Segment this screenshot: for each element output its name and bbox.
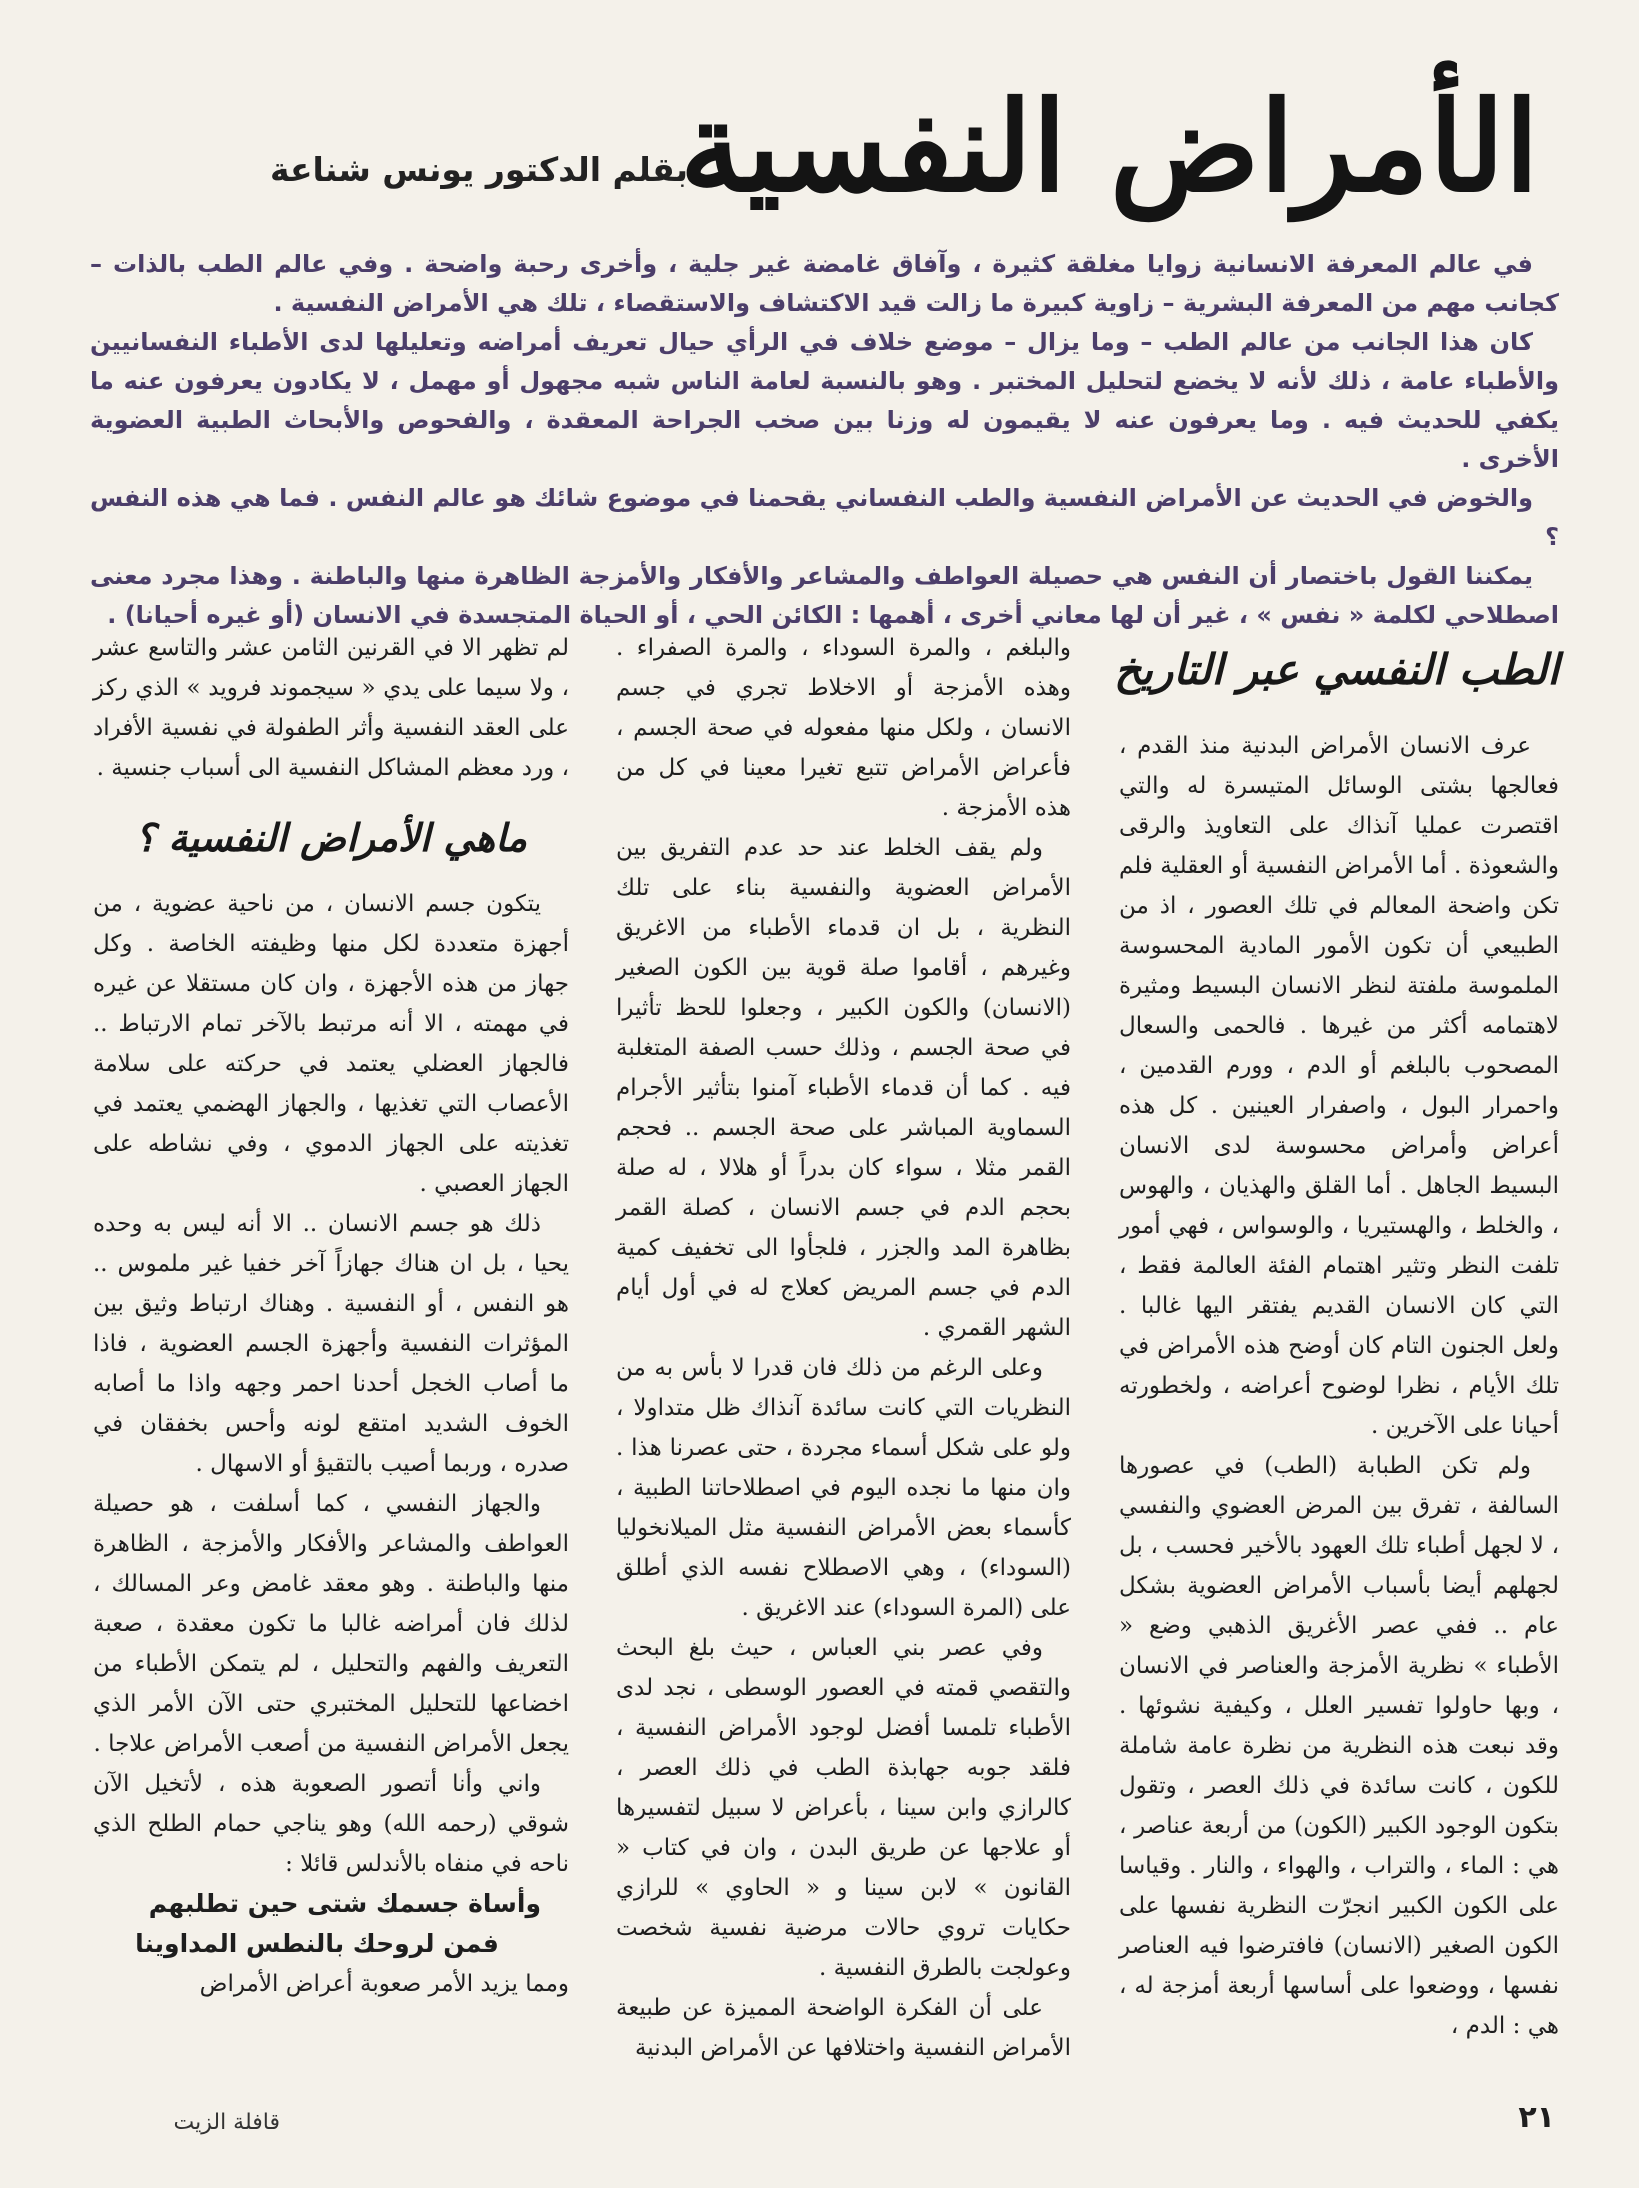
intro-paragraph: والخوض في الحديث عن الأمراض النفسية والطب النفساني يقحمنا في موضوع شائك هو عالم النفس . فما هي هذه النفس ؟ <box>90 484 1559 551</box>
body-paragraph: لم تظهر الا في القرنين الثامن عشر والتاسع عشر ، ولا سيما على يدي « سيجموند فرويد » الذي ركز على العقد النفسية وأثر الطفولة في نفسية الأفراد ، ورد معظم المشاكل النفسية الى أسباب جنسية . <box>93 635 569 781</box>
text-column-left <box>93 628 569 2038</box>
body-paragraph: واني وأنا أتصور الصعوبة هذه ، لأتخيل الآن شوقي (رحمه الله) وهو يناجي حمام الطلح الذي ناحه في منفاه بالأندلس قائلا : <box>93 1771 569 1877</box>
text-column-middle <box>616 628 1071 2061</box>
body-paragraph: وعلى الرغم من ذلك فان قدرا لا بأس به من النظريات التي كانت سائدة آنذاك ظل متداولا ، ولو على شكل أسماء مجردة ، حتى عصرنا هذا . وان منها ما نجده اليوم في اصطلاحاتنا الطبية ، كأسماء بعض الأمراض النفسية مثل الميلانخوليا (السوداء) ، وهي الاصطلاح نفسه الذي أطلق على (المرة السوداء) عند الاغريق . <box>616 1355 1071 1621</box>
body-paragraph: وفي عصر بني العباس ، حيث بلغ البحث والتقصي قمته في العصور الوسطى ، نجد لدى الأطباء تلمسا أفضل لوجود الأمراض النفسية ، فلقد جوبه جهابذة الطب في ذلك العصر ، كالرازي وابن سينا ، بأعراض لا سبيل لتفسيرها أو علاجها عن طريق البدن ، وان في كتاب « القانون » لابن سينا و « الحاوي » للرازي حكايات تروي حالات مرضية نفسية شخصت وعولجت بالطرق النفسية . <box>616 1635 1071 1981</box>
body-paragraph: والبلغم ، والمرة السوداء ، والمرة الصفراء . وهذه الأمزجة أو الاخلاط تجري في جسم الانسان ، ولكل منها مفعوله في صحة الجسم ، فأعراض الأمراض تتبع تغيرا معينا في كل من هذه الأمزجة . <box>616 635 1071 821</box>
magazine-name: قافلة الزيت <box>173 2110 280 2135</box>
body-paragraph: ذلك هو جسم الانسان .. الا أنه ليس به وحده يحيا ، بل ان هناك جهازاً آخر خفيا غير ملموس .. هو النفس ، أو النفسية . وهناك ارتباط وثيق بين المؤثرات النفسية وأجهزة الجسم العضوية ، فاذا ما أصاب الخجل أحدنا احمر وجهه واذا ما أصابه الخوف الشديد امتقع لونه وأحس بخفقان في صدره ، وربما أصيب بالتقيؤ أو الاسهال . <box>93 1211 569 1477</box>
article-intro <box>90 245 1559 629</box>
intro-paragraph: كان هذا الجانب من عالم الطب – وما يزال – موضع خلاف في الرأي حيال تعريف أمراضه وتعليلها لدى الأطباء النفسانيين والأطباء عامة ، ذلك لأنه لا يخضع لتحليل المختبر . وهو بالنسبة لعامة الناس شبه مجهول أو مهمل ، لا يكادون يعرفون عنه ما يكفي للحديث فيه . وما يعرفون عنه لا يقيمون له وزنا بين صخب الجراحة المعقدة ، والفحوص والأبحاث الطبية العضوية الأخرى . <box>90 328 1559 473</box>
intro-paragraph: يمكننا القول باختصار أن النفس هي حصيلة العواطف والمشاعر والأفكار والأمزجة الظاهرة منها والباطنة . وهذا مجرد معنى اصطلاحي لكلمة « نفس » ، غير أن لها معاني أخرى ، أهمها : الكائن الحي ، أو الحياة المتجسدة في الانسان (أو غيره أحيانا) . <box>90 562 1559 629</box>
body-paragraph: والجهاز النفسي ، كما أسلفت ، هو حصيلة العواطف والمشاعر والأفكار والأمزجة ، الظاهرة منها والباطنة . وهو معقد غامض وعر المسالك ، لذلك فان أمراضه غالبا ما تكون معقدة ، صعبة التعريف والفهم والتحليل ، لم يتمكن الأطباء من اخضاعها للتحليل المختبري حتى الآن الأمر الذي يجعل الأمراض النفسية من أصعب الأمراض علاجا . <box>93 1491 569 1757</box>
poem-verse-line: وأساة جسمك شتى حين تطلبهم <box>148 1889 541 1918</box>
section-heading-what-are: ماهي الأمراض النفسية ؟ <box>134 815 528 860</box>
body-paragraph: على أن الفكرة الواضحة المميزة عن طبيعة الأمراض النفسية واختلافها عن الأمراض البدنية <box>616 1995 1071 2061</box>
text-column-right <box>1114 628 1559 2039</box>
intro-paragraph: في عالم المعرفة الانسانية زوايا مغلقة كثيرة ، وآفاق غامضة غير جلية ، وأخرى رحبة واضحة . وفي عالم الطب بالذات – كجانب مهم من المعرفة البشرية – زاوية كبيرة ما زالت قيد الاكتشاف والاستقصاء ، تلك هي الأمراض النفسية . <box>90 250 1559 317</box>
poem-verse-line: فمن لروحك بالنطس المداوينا <box>135 1929 499 1958</box>
body-paragraph: عرف الانسان الأمراض البدنية منذ القدم ، فعالجها بشتى الوسائل المتيسرة له والتي اقتصرت عمليا آنذاك على التعاويذ والرقى والشعوذة . أما الأمراض النفسية أو العقلية فلم تكن واضحة المعالم في تلك العصور ، اذ من الطبيعي أن تكون الأمور المادية المحسوسة الملموسة ملفتة لنظر الانسان البسيط ومثيرة لاهتمامه أكثر من غيرها . فالحمى والسعال المصحوب بالبلغم أو الدم ، وورم القدمين ، واحمرار البول ، واصفرار العينين . كل هذه أعراض وأمراض محسوسة لدى الانسان البسيط الجاهل . أما القلق والهذيان ، والهوس ، والخلط ، والهستيريا ، والوسواس ، فهي أمور تلفت النظر وتثير اهتمام الفئة العالمة فقط ، التي كان الانسان القديم يفتقر اليها غالبا . ولعل الجنون التام كان أوضح هذه الأمراض في تلك الأيام ، نظرا لوضوح أعراضه ، ولخطورته أحيانا على الآخرين . <box>1119 733 1559 1439</box>
body-paragraph: ولم تكن الطبابة (الطب) في عصورها السالفة ، تفرق بين المرض العضوي والنفسي ، لا لجهل أطباء تلك العهود بالأخير فحسب ، بل لجهلهم أيضا بأسباب الأمراض العضوية بشكل عام .. ففي عصر الأغريق الذهبي وضع « الأطباء » نظرية الأمزجة والعناصر في الانسان ، وبها حاولوا تفسير العلل ، وكيفية نشوئها . وقد نبعت هذه النظرية من نظرة عامة شاملة للكون ، كانت سائدة في ذلك العصر ، وتقول بتكون الوجود الكبير (الكون) من أربعة عناصر ، هي : الماء ، والتراب ، والهواء ، والنار . وقياسا على الكون الكبير انجرّت النظرية نفسها على الكون الصغير (الانسان) فافترضوا فيه العناصر نفسها ، ووضعوا على أساسها أربعة أمزجة له ، هي : الدم ، <box>1119 1453 1559 2039</box>
body-paragraph: يتكون جسم الانسان ، من ناحية عضوية ، من أجهزة متعددة لكل منها وظيفته الخاصة . وكل جهاز من هذه الأجهزة ، وان كان مستقلا عن غيره في مهمته ، الا أنه مرتبط بالآخر تمام الارتباط .. فالجهاز العضلي يعتمد في حركته على سلامة الأعصاب التي تغذيها ، والجهاز الهضمي يعتمد في تغذيته على الجهاز الدموي ، وفي نشاطه على الجهاز العصبي . <box>93 891 569 1197</box>
section-heading-history: الطب النفسي عبر التاريخ <box>1114 645 1559 694</box>
body-paragraph: ومما يزيد الأمر صعوبة أعراض الأمراض <box>199 1971 569 1997</box>
article-title: الأمراض النفسية <box>679 75 1539 220</box>
page-number: ٢١ <box>1518 2100 1555 2135</box>
body-paragraph: ولم يقف الخلط عند حد عدم التفريق بين الأمراض العضوية والنفسية بناء على تلك النظرية ، بل ان قدماء الأطباء من الاغريق وغيرهم ، أقاموا صلة قوية بين الكون الصغير (الانسان) والكون الكبير ، وجعلوا للحظ تأثيرا في صحة الجسم ، وذلك حسب الصفة المتغلبة فيه . كما أن قدماء الأطباء آمنوا بتأثير الأجرام السماوية المباشر على صحة الجسم .. فحجم القمر مثلا ، سواء كان بدراً أو هلالا ، له صلة بحجم الدم في جسم الانسان ، كصلة القمر بظاهرة المد والجزر ، فلجأوا الى تخفيف كمية الدم في جسم المريض كعلاج له في أول أيام الشهر القمري . <box>616 835 1071 1341</box>
author-byline: بقلم الدكتور يونس شناعة <box>269 150 688 189</box>
